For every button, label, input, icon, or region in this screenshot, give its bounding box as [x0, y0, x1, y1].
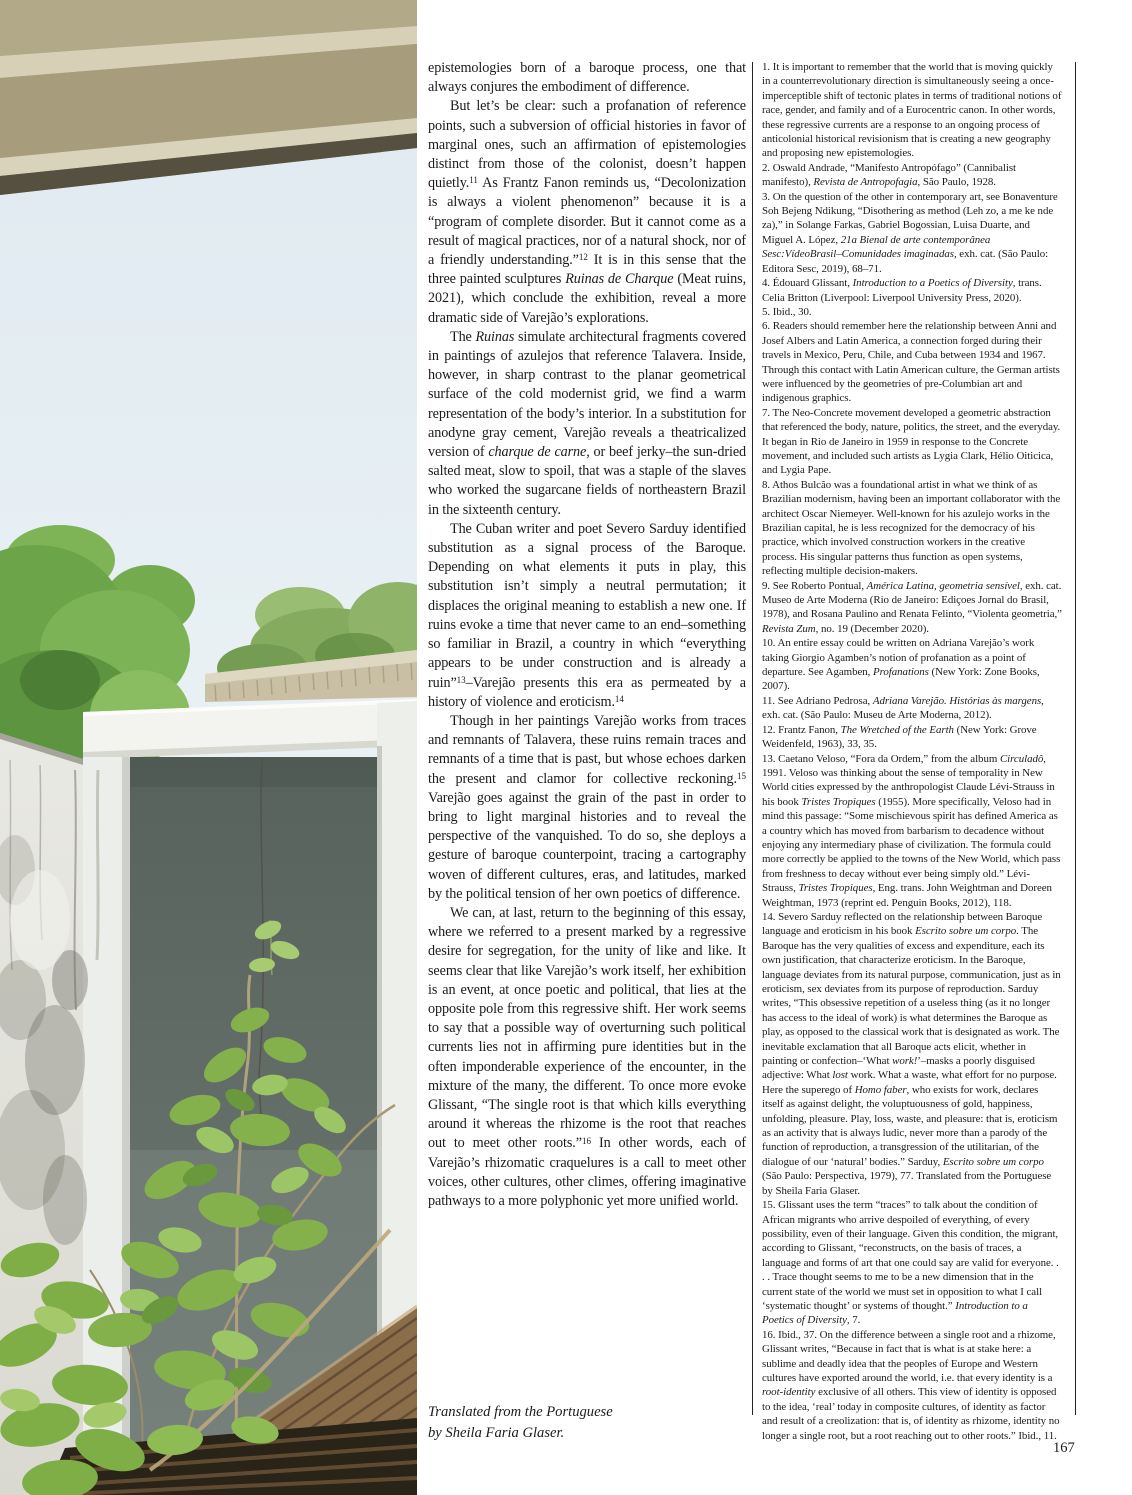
- courtyard-photo-scene: [0, 0, 417, 1495]
- footnote-item: 2. Oswald Andrade, “Manifesto Antropófago” (Cannibalist manifesto), Revista de Antropofagia, São Paulo, 1928.: [762, 161, 1017, 189]
- essay-paragraph: epistemologies born of a baroque process, one that always conjures the embodiment of difference.: [428, 60, 746, 96]
- footnote-item: 7. The Neo-Concrete movement developed a geometric abstraction that referenced the body, nature, politics, the street, and the everyday. It began in Rio de Janeiro in 1959 in response to the Concrete movement, and included such artists as Lygia Clark, Hélio Oiticica, and Lygia Pape.: [762, 406, 1061, 477]
- essay-paragraph: The Ruinas simulate architectural fragments covered in paintings of azulejos that reference Talavera. Inside, however, in sharp contrast to the planar geometrical surface of the cold modernist grid, we find a warm representation of the body’s interior. In a substitution for anodyne gray cement, Varejão reveals a theatricalized version of charque de carne, or beef jerky–the sun-dried salted meat, slow to spoil, that was a staple of the slaves who worked the sugarcane fields of northeastern Brazil in the sixteenth century.: [428, 328, 747, 518]
- footnote-item: 11. See Adriano Pedrosa, Adriana Varejão. Histórias às margens, exh. cat. (São Paulo: Museu de Arte Moderna, 2012).: [762, 694, 1044, 722]
- footnote-item: 4. Édouard Glissant, Introduction to a Poetics of Diversity, trans. Celia Britton (Liverpool: Liverpool University Press, 2020).: [762, 277, 1042, 304]
- essay-paragraph: We can, at last, return to the beginning of this essay, where we referred to a present marked by a regressive desire for segregation, for the unity of like and like. It seems clear that like Varejão’s work itself, her exhibition is an event, at once poetic and political, that lies at the opposite pole from this regressive shift. Her work seems to say that a possible way of overturning such political currents lies not in affirming pure identities but in the often imponderable experience of the encounter, in the mixture of the many, the different. To once more evoke Glissant, “The single root is that which kills everything around it whereas the rhizome is the root that reaches out to meet other roots.”$^{16}$ In other words, each of Varejão’s rhizomatic craquelures is a call to meet other voices, other cultures, other climes, offering imaginative pathways to a more polyphonic yet more unified world.: [428, 904, 747, 1209]
- column-rule-left: [752, 62, 753, 1415]
- footnote-item: 13. Caetano Veloso, “Fora da Ordem,” from the album Circuladô, 1991. Veloso was thinking about the sense of temporality in New World cities expressed by the anthropologist Claude Lévi-Strauss in his book Tristes Tropiques (1955). More specifically, Veloso had in mind this passage: “Some mischievous spirit has defined America as a country which has moved from barbarism to decadence without enjoying any intermediary phase of civilization. The formula could more correctly be applied to the towns of the New World, which pass from freshness to decay without ever being simply old.” Lévi-Strauss, Tristes Tropiques, Eng. trans. John Weightman and Doreen Weightman, 1973 (reprint ed. Penguin Books, 2012), 118.: [762, 752, 1061, 909]
- footnote-item: 9. See Roberto Pontual, América Latina, geometria sensível, exh. cat. Museo de Arte Moderna (Rio de Janeiro: Ediçoes Jornal do Brasil, 1978), and Rosana Paulino and Renata Felinto, “Violenta geometria,” Revista Zum, no. 19 (December 2020).: [762, 579, 1062, 635]
- footnote-item: 12. Frantz Fanon, The Wretched of the Earth (New York: Grove Weidenfeld, 1963), 33, 35.: [762, 723, 1037, 751]
- footnote-item: 6. Readers should remember here the relationship between Anni and Josef Albers and Latin America, a connection forged during their travels in Mexico, Peru, Chile, and Cuba between 1934 and 1967. Through this contact with Latin American culture, the German artists were influenced by the geometries of pre-Columbian art and indigenous graphics.: [762, 320, 1060, 405]
- essay-column: [428, 59, 746, 1211]
- footnote-item: 10. An entire essay could be written on Adriana Varejão’s work taking Giorgio Agamben’s notion of profanation as a point of departure. See Agamben, Profanations (New York: Zone Books, 2007).: [762, 637, 1040, 693]
- footnotes-column: [762, 60, 1062, 1443]
- translator-note: Translated from the Portuguese by Sheila Faria Glaser.: [428, 1404, 613, 1441]
- column-rule-right: [1075, 62, 1076, 1415]
- right-post: [377, 701, 417, 1350]
- footnote-item: 14. Severo Sarduy reflected on the relationship between Baroque language and eroticism in his book Escrito sobre um corpo. The Baroque has the very qualities of excess and expenditure, each its own justification, that characterize eroticism. In the Baroque, language deviates from its natural purpose, communication, just as in eroticism, sex deviates from its purpose of reproduction. Sarduy writes, “This obsessive repetition of a useless thing (as it no longer has access to the ideal of work) is what determines the Baroque as play, as opposed to the classical work that is designated as work. The inevitable exclamation that all Baroque acts elicit, whether in painting or confection–‘What work!’–masks a poorly disguised adjective: What lost work. What a waste, what effort for no purpose. Here the superego of Homo faber, who exists for work, declares itself as against delight, the voluptuousness of gold, happiness, unfolding, pleasure. Play, loss, waste, and pleasure: that is, eroticism as an activity that is always ludic, never more than a parody of the function of reproduction, a transgression of the utilitarian, of the dialogue of our ‘natural’ bodies.” Sarduy, Escrito sobre um corpo (São Paulo: Perspectiva, 1979), 77. Translated from the Portuguese by Sheila Faria Glaser.: [762, 910, 1061, 1197]
- footnote-item: 8. Athos Bulcão was a foundational artist in what we think of as Brazilian modernism, having been an important collaborator with the architect Oscar Niemeyer. Well-known for his azulejo works in the Brazilian capital, he is less recognized for the democracy of his practice, which involved construction workers in the creative process. His singular patterns thus function as open systems, reflecting multiple decision-makers.: [762, 478, 1061, 578]
- courtyard-photo: [0, 0, 417, 1495]
- essay-paragraph: The Cuban writer and poet Severo Sarduy identified substitution as a signal process of the Baroque. Depending on what elements it puts in play, this substitution isn’t simply a neutral permutation; it displaces the original meaning to establish a new one. If ruins evoke a time that never came to an end–something so familiar in Brazil, a country in which “everything appears to be under construction and is already a ruin”$^{13}$–Varejão presents this era as permeated by a history of violence and eroticism.$^{14}$: [428, 520, 746, 710]
- essay-paragraph: Though in her paintings Varejão works from traces and remnants of Talavera, these ruins remain traces and remnants of a time that is past, but whose echoes darken the present and clamor for collective reckoning.$^{15}$ Varejão goes against the grain of the past in order to bring to light marginal histories and to reveal the perspective of the vanquished. To do so, she deploys a gesture of baroque counterpoint, tracing a cartography woven of different cultures, eras, and latitudes, marked by the political tension of her own poetics of difference.: [428, 712, 746, 902]
- footnote-item: 5. Ibid., 30.: [762, 305, 812, 318]
- page-number: 167: [1053, 1440, 1075, 1456]
- essay-paragraph: But let’s be clear: such a profanation of reference points, such a subversion of official histories in favor of marginal ones, such an affirmation of epistemologies distinct from those of the colonist, doesn’t happen quietly.$^{11}$ As Frantz Fanon reminds us, “Decolonization is always a violent phenomenon” because it is a “program of complete disorder. But it cannot come as a result of magical practices, nor of a natural shock, nor of a friendly understanding.”$^{12}$ It is in this sense that the three painted sculptures Ruinas de Charque (Meat ruins, 2021), which conclude the exhibition, reveal a more dramatic side of Varejão’s explorations.: [428, 98, 747, 326]
- footnote-item: 3. On the question of the other in contemporary art, see Bonaventure Soh Bejeng Ndikung, “Disothering as method (Leh zo, a me ke nde za),” in Solange Farkas, Gabriel Bogossian, Luisa Duarte, and Miguel A. López, 21a Bienal de arte contemporânea Sesc:VídeoBrasil–Comunidades imaginadas, exh. cat. (São Paulo: Editora Sesc, 2019), 68–71.: [762, 190, 1058, 275]
- footnote-item: 15. Glissant uses the term “traces” to talk about the condition of African migrants who arrive despoiled of everything, of every possibility, even of their language. Given this condition, the migrant, according to Glissant, “reconstructs, on the basis of traces, a language and forms of art that one could say are valid for everyone. . . . Trace thought seems to me to be a new dimension that in the current state of the world we must set in opposition to what I call ‘systematic thought’ or systems of thought.” Introduction to a Poetics of Diversity, 7.: [762, 1199, 1059, 1327]
- footnote-item: 16. Ibid., 37. On the difference between a single root and a rhizome, Glissant writes, “Because in fact that is what is at stake here: a sublime and deadly idea that the peoples of Europe and Western cultures have exported around the world, i.e. that every identity is a root-identity exclusive of all others. This view of identity is opposed to the idea, ‘real’ today in composite cultures, of identity as factor and result of a creolization: that is, of identity as rhizome, identity no longer a single root, but a root reaching out to other roots.” Ibid., 11.: [762, 1328, 1060, 1442]
- footnote-item: 1. It is important to remember that the world that is moving quickly in a counterrevolutionary direction is simultaneously seeing a once-imperceptible shift of tectonic plates in terms of traditional notions of race, gender, and family and of a Eurocentric canon. In other words, these regressive currents are a response to an ongoing process of anticolonial historical revisionism that is creating a new geography and proposing new epistemologies.: [762, 61, 1062, 160]
